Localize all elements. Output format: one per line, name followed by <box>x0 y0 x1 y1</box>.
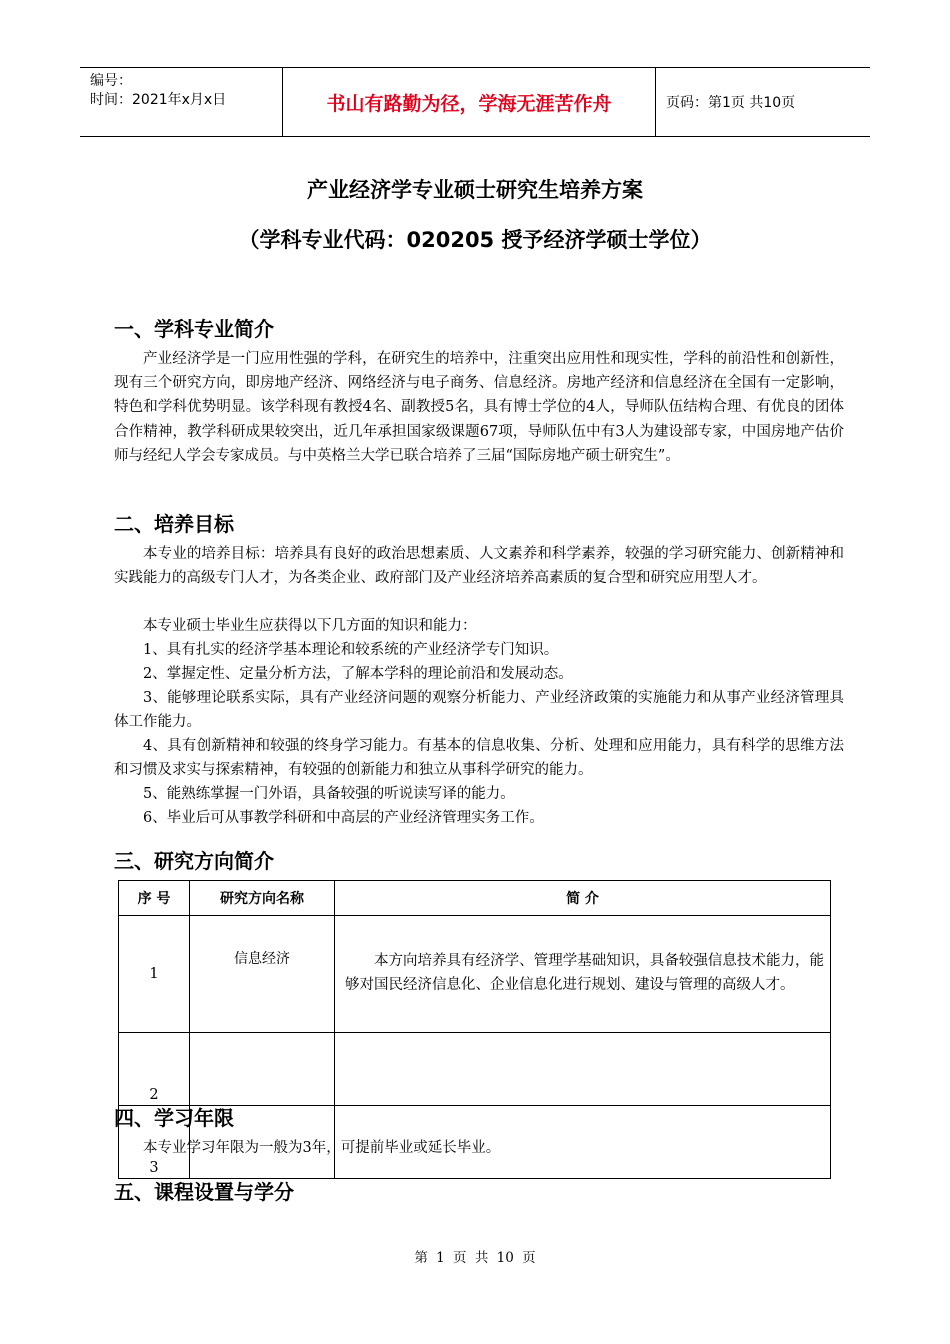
row-number: 1 <box>119 916 190 1033</box>
objective-item-2: 2、掌握定性、定量分析方法，了解本学科的理论前沿和发展动态。 <box>143 666 573 682</box>
section-heading-2: 二、培养目标 <box>114 512 234 536</box>
objective-item-6: 6、毕业后可从事教学科研和中高层的产业经济管理实务工作。 <box>143 810 544 826</box>
direction-name <box>190 1033 335 1106</box>
section-2-paragraph-2: 本专业硕士毕业生应获得以下几方面的知识和能力： <box>143 618 477 634</box>
table-row <box>119 1033 831 1106</box>
time-label: 时间：2021年x月x日 <box>90 92 227 108</box>
section-heading-5: 五、课程设置与学分 <box>114 1180 294 1204</box>
section-heading-1: 一、学科专业简介 <box>114 317 274 341</box>
row-number: 3 <box>119 1106 190 1179</box>
column-header-name: 研究方向名称 <box>190 881 335 916</box>
table-row <box>119 916 831 1033</box>
column-header-number: 序 号 <box>119 881 190 916</box>
document-header <box>80 67 870 137</box>
section-heading-3: 三、研究方向简介 <box>114 849 274 873</box>
motto: 书山有路勤为径，学海无涯苦作舟 <box>282 68 656 136</box>
column-header-description: 简 介 <box>335 881 831 916</box>
document-title: 产业经济学专业硕士研究生培养方案 <box>307 178 643 202</box>
section-2-paragraph-1: 本专业的培养目标：培养具有良好的政治思想素质、人文素养和科学素养，较强的学习研究能力、创新精神和实践能力的高级专门人才，为各类企业、政府部门及产业经济培养高素质的复合型和研究应用型人才。 <box>114 546 844 587</box>
research-direction-table <box>118 880 831 1179</box>
header-left-cell <box>80 68 282 136</box>
row-number: 2 <box>119 1033 190 1106</box>
objective-item-5: 5、能熟练掌握一门外语，具备较强的听说读写译的能力。 <box>143 786 515 802</box>
table-header-row <box>119 881 831 916</box>
document-subtitle: （学科专业代码：020205 授予经济学硕士学位） <box>238 228 712 252</box>
section-1-paragraph: 产业经济学是一门应用性强的学科，在研究生的培养中，注重突出应用性和现实性，学科的前沿性和创新性，现有三个研究方向，即房地产经济、网络经济与电子商务、信息经济。房地产经济和信息经济在全国有一定影响，特色和学科优势明显。该学科现有教授4名、副教授5名，具有博士学位的4人，导师队伍结构合理、有优良的团体合作精神，教学科研成果较突出，近几年承担国家级课题67项，导师队伍中有3人为建设部专家，中国房地产估价师与经纪人学会专家成员。与中英格兰大学已联合培养了三届“国际房地产硕士研究生”。 <box>114 351 844 464</box>
direction-name: 信息经济 <box>190 916 335 1033</box>
number-label: 编号： <box>90 73 132 89</box>
page-info: 页码：第1页 共10页 <box>666 95 796 111</box>
page-footer: 第 1 页 共 10 页 <box>414 1250 536 1266</box>
objective-item-3: 3、能够理论联系实际，具有产业经济问题的观察分析能力、产业经济政策的实施能力和从事产业经济管理具体工作能力。 <box>114 690 844 731</box>
section-4-paragraph: 本专业学习年限为一般为3年，可提前毕业或延长毕业。 <box>143 1140 501 1156</box>
objective-item-4: 4、具有创新精神和较强的终身学习能力。有基本的信息收集、分析、处理和应用能力，具有科学的思维方法和习惯及求实与探索精神，有较强的创新能力和独立从事科学研究的能力。 <box>114 738 844 779</box>
section-heading-4: 四、学习年限 <box>114 1106 234 1130</box>
direction-description <box>335 1033 831 1106</box>
direction-description: 本方向培养具有经济学、管理学基础知识，具备较强信息技术能力，能够对国民经济信息化、企业信息化进行规划、建设与管理的高级人才。 <box>335 916 831 1033</box>
objective-item-1: 1、具有扎实的经济学基本理论和较系统的产业经济学专门知识。 <box>143 642 559 658</box>
